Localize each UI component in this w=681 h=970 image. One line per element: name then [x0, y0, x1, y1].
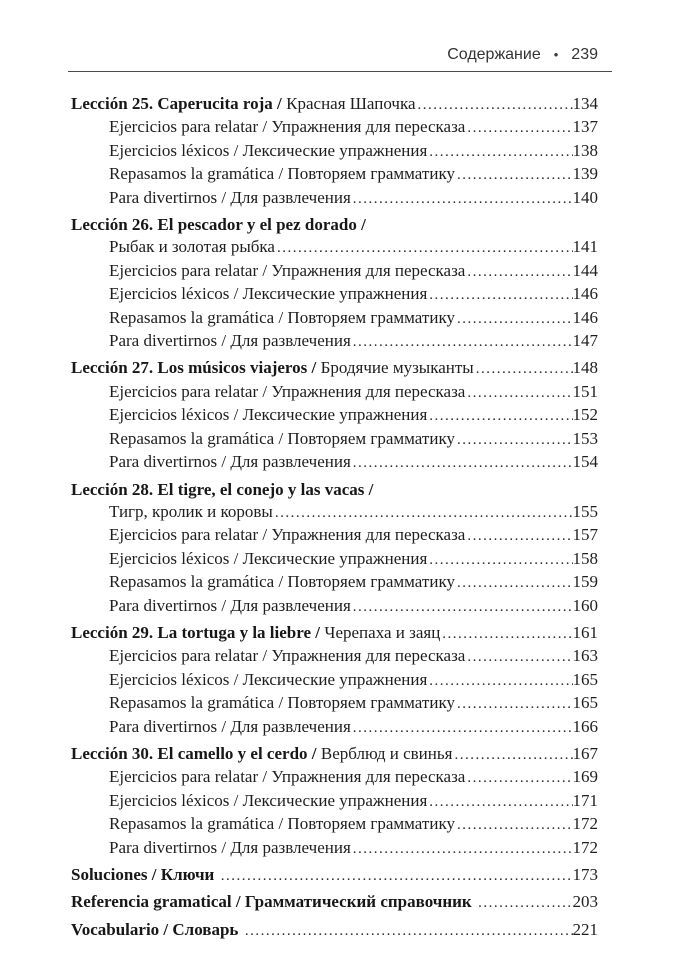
- toc-entry-page-number: 144: [572, 260, 598, 280]
- toc-entry-text: Ejercicios para relatar / Упражнения для пересказа: [109, 117, 466, 137]
- toc-entry-text: Ejercicios para relatar / Упражнения для пересказа: [109, 381, 466, 401]
- toc-entry-bold-title: Vocabulario / Словарь: [71, 919, 239, 939]
- toc-row: [71, 919, 598, 942]
- toc-entry-page-number: 165: [572, 669, 598, 689]
- toc-entry-page-number: 151: [572, 381, 598, 401]
- toc-entry-page-number: 159: [572, 572, 598, 592]
- toc-row: [71, 381, 598, 404]
- dot-leader: [221, 864, 573, 887]
- toc-row: [71, 571, 598, 594]
- dot-leader: [467, 381, 572, 404]
- toc-entry-bold-title: Lección 27. Los músicos viajeros /: [71, 358, 317, 378]
- toc-entry-text: Para divertirnos / Для развлечения: [109, 837, 351, 857]
- toc-entry-text: Ejercicios léxicos / Лексические упражнения: [109, 669, 428, 689]
- toc-entry-text: Para divertirnos / Для развлечения: [109, 716, 351, 736]
- toc-entry-text: Para divertirnos / Для развлечения: [109, 595, 351, 615]
- dot-leader: [429, 404, 572, 427]
- toc-row: [71, 307, 598, 330]
- dot-leader: [467, 116, 572, 139]
- toc-entry-page-number: 141: [572, 237, 598, 257]
- toc-entry-page-number: 173: [572, 865, 598, 884]
- toc-row: [71, 669, 598, 692]
- toc-row: [71, 451, 598, 474]
- toc-list: [71, 93, 598, 942]
- toc-entry-page-number: 165: [572, 693, 598, 713]
- toc-entry-text: Ejercicios para relatar / Упражнения для пересказа: [109, 260, 466, 280]
- toc-entry-page-number: 138: [572, 140, 598, 160]
- dot-leader: [457, 428, 573, 451]
- toc-entry-page-number: 157: [572, 525, 598, 545]
- dot-leader: [467, 260, 572, 283]
- toc-entry-bold-title: Lección 29. La tortuga y la liebre /: [71, 622, 320, 642]
- toc-entry-text: Красная Шапочка: [286, 94, 416, 113]
- toc-entry-text: Рыбак и золотая рыбка: [109, 237, 275, 257]
- toc-entry-page-number: 203: [572, 892, 598, 912]
- bullet-separator: •: [553, 47, 559, 62]
- running-head-title: Содержание: [447, 46, 541, 63]
- toc-entry-text: Repasamos la gramática / Повторяем грамматику: [109, 814, 455, 834]
- toc-row: [71, 260, 598, 283]
- toc-row: [71, 645, 598, 668]
- header-rule: [68, 71, 612, 72]
- toc-entry-text: Para divertirnos / Для развлечения: [109, 452, 351, 472]
- toc-entry-text: Тигр, кролик и коровы: [109, 501, 273, 521]
- toc-entry-text: Ejercicios léxicos / Лексические упражнения: [109, 405, 428, 425]
- toc-entry-bold-title: Lección 30. El camello y el cerdo /: [71, 743, 317, 763]
- dot-leader: [353, 595, 573, 618]
- toc-entry-page-number: 146: [572, 307, 598, 327]
- dot-leader: [467, 645, 572, 668]
- toc-row: [71, 501, 598, 524]
- toc-row: [71, 404, 598, 427]
- dot-leader: [429, 790, 572, 813]
- dot-leader: [429, 669, 572, 692]
- dot-leader: [478, 891, 572, 914]
- toc-entry-page-number: 140: [572, 187, 598, 207]
- dot-leader: [353, 451, 573, 474]
- toc-entry-page-number: 160: [572, 595, 598, 615]
- toc-entry-text: Ejercicios para relatar / Упражнения для пересказа: [109, 646, 466, 666]
- toc-row: [71, 692, 598, 715]
- toc-entry-bold-title: Soluciones / Ключи: [71, 865, 215, 884]
- dot-leader: [467, 524, 572, 547]
- toc-row: [71, 524, 598, 547]
- toc-entry-text: Черепаха и заяц: [324, 622, 441, 642]
- dot-leader: [442, 622, 572, 645]
- dot-leader: [245, 919, 573, 942]
- toc-row: [71, 837, 598, 860]
- toc-row: [71, 891, 598, 914]
- toc-entry-page-number: 171: [572, 790, 598, 810]
- toc-entry-page-number: 221: [572, 919, 598, 939]
- toc-row: [71, 283, 598, 306]
- dot-leader: [476, 357, 573, 380]
- toc-row: [71, 163, 598, 186]
- page-header: [71, 45, 598, 65]
- toc-entry-page-number: 161: [572, 622, 598, 642]
- toc-entry-page-number: 166: [572, 716, 598, 736]
- toc-entry-page-number: 163: [572, 646, 598, 666]
- toc-entry-text: Верблюд и свинья: [320, 743, 453, 763]
- toc-entry-text: Ejercicios léxicos / Лексические упражнения: [109, 790, 428, 810]
- dot-leader: [353, 716, 573, 739]
- dot-leader: [275, 501, 573, 524]
- toc-entry-page-number: 147: [572, 331, 598, 351]
- toc-row: [71, 479, 598, 501]
- toc-entry-page-number: 152: [572, 405, 598, 425]
- toc-row: [71, 766, 598, 789]
- toc-row: [71, 116, 598, 139]
- toc-row: [71, 622, 598, 645]
- toc-entry-text: Ejercicios para relatar / Упражнения для пересказа: [109, 767, 466, 787]
- dot-leader: [467, 766, 572, 789]
- dot-leader: [429, 548, 572, 571]
- toc-entry-text: Repasamos la gramática / Повторяем грамматику: [109, 428, 455, 448]
- toc-entry-page-number: 172: [572, 837, 598, 857]
- toc-row: [71, 813, 598, 836]
- toc-entry-page-number: 148: [572, 358, 598, 378]
- dot-leader: [457, 813, 573, 836]
- toc-entry-text: Ejercicios para relatar / Упражнения для пересказа: [109, 525, 466, 545]
- toc-entry-text: Repasamos la gramática / Повторяем грамматику: [109, 693, 455, 713]
- toc-entry-page-number: 169: [572, 767, 598, 787]
- toc-entry-text: Repasamos la gramática / Повторяем грамматику: [109, 307, 455, 327]
- dot-leader: [457, 307, 573, 330]
- running-head-page-number: 239: [571, 46, 598, 63]
- toc-row: [71, 236, 598, 259]
- toc-entry-text: Repasamos la gramática / Повторяем грамматику: [109, 572, 455, 592]
- toc-row: [71, 187, 598, 210]
- toc-entry-page-number: 158: [572, 548, 598, 568]
- toc-entry-text: Ejercicios léxicos / Лексические упражнения: [109, 140, 428, 160]
- dot-leader: [457, 571, 573, 594]
- toc-entry-text: Ejercicios léxicos / Лексические упражнения: [109, 548, 428, 568]
- toc-entry-bold-title: Lección 25. Caperucita roja /: [71, 94, 282, 113]
- toc-entry-page-number: 167: [572, 743, 598, 763]
- toc-row: [71, 716, 598, 739]
- toc-entry-page-number: 137: [572, 117, 598, 137]
- toc-entry-text: Ejercicios léxicos / Лексические упражнения: [109, 284, 428, 304]
- toc-row: [71, 93, 598, 116]
- toc-row: [71, 790, 598, 813]
- toc-entry-bold-title: Lección 28. El tigre, el conejo y las vacas /: [71, 479, 374, 499]
- toc-entry-text: Para divertirnos / Для развлечения: [109, 331, 351, 351]
- toc-entry-bold-title: Lección 26. El pescador y el pez dorado /: [71, 215, 366, 235]
- toc-row: [71, 357, 598, 380]
- toc-entry-page-number: 172: [572, 814, 598, 834]
- toc-row: [71, 428, 598, 451]
- dot-leader: [454, 743, 572, 766]
- toc-entry-text: Repasamos la gramática / Повторяем грамматику: [109, 164, 455, 184]
- toc-row: [71, 595, 598, 618]
- toc-row: [71, 864, 598, 887]
- toc-entry-text: Para divertirnos / Для развлечения: [109, 187, 351, 207]
- toc-row: [71, 330, 598, 353]
- dot-leader: [353, 330, 573, 353]
- toc-row: [71, 548, 598, 571]
- dot-leader: [353, 187, 573, 210]
- toc-entry-page-number: 155: [572, 501, 598, 521]
- toc-row: [71, 214, 598, 236]
- dot-leader: [353, 837, 573, 860]
- toc-entry-page-number: 134: [572, 94, 598, 113]
- toc-row: [71, 140, 598, 163]
- toc-entry-page-number: 153: [572, 428, 598, 448]
- dot-leader: [277, 236, 573, 259]
- toc-entry-bold-title: Referencia gramatical / Грамматический справочник: [71, 892, 472, 912]
- toc-entry-page-number: 154: [572, 452, 598, 472]
- dot-leader: [457, 692, 573, 715]
- toc-entry-page-number: 146: [572, 284, 598, 304]
- toc-row: [71, 743, 598, 766]
- dot-leader: [418, 93, 573, 116]
- dot-leader: [429, 283, 572, 306]
- toc-entry-text: Бродячие музыканты: [320, 358, 474, 378]
- dot-leader: [457, 163, 573, 186]
- toc-entry-page-number: 139: [572, 164, 598, 184]
- dot-leader: [429, 140, 572, 163]
